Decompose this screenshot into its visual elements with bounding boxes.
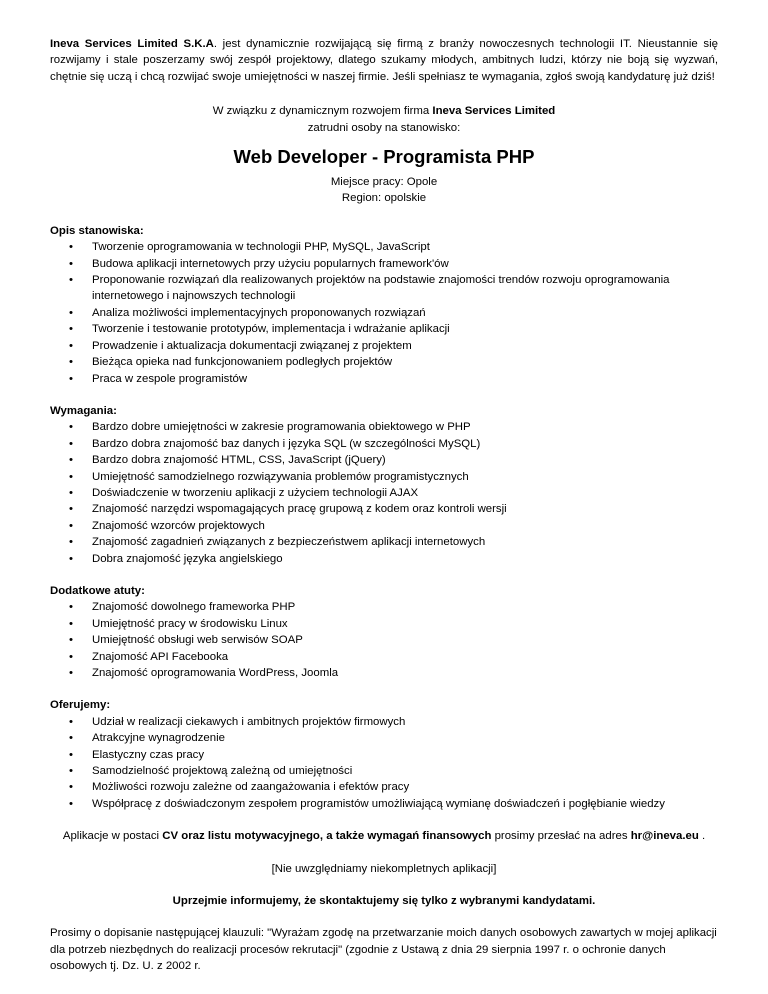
list-item (50, 272, 718, 305)
list-item-text: Znajomość narzędzi wspomagających pracę grupową z kodem oraz kontroli wersji (92, 503, 507, 516)
bullet-icon: • (69, 356, 73, 369)
bullet-icon: • (69, 617, 73, 630)
list-item (50, 436, 718, 452)
list-item (50, 305, 718, 321)
list-item (50, 452, 718, 468)
requirements-list (50, 419, 718, 567)
list-item-text: Tworzenie i testowanie prototypów, implementacja i wdrażanie aplikacji (92, 323, 450, 336)
hiring-line-2: zatrudni osoby na stanowisko: (307, 121, 461, 134)
list-item-text: Praca w zespole programistów (92, 372, 248, 385)
bullet-icon: • (69, 519, 73, 532)
list-item (50, 714, 718, 730)
list-item-text: Proponowanie rozwiązań dla realizowanych projektów na podstawie znajomości trendów rozwoju oprogramowania internetowego i najnowszych technologii (92, 274, 670, 303)
application-email[interactable]: hr@ineva.eu (630, 830, 699, 843)
list-item-text: Udział w realizacji ciekawych i ambitnych projektów firmowych (92, 715, 406, 728)
bullet-icon: • (69, 372, 73, 385)
bullet-icon: • (69, 552, 73, 565)
work-region: Region: opolskie (341, 192, 427, 205)
list-item (50, 501, 718, 517)
list-item-text: Umiejętność obsługi web serwisów SOAP (92, 634, 303, 647)
list-item (50, 599, 718, 615)
list-item (50, 747, 718, 763)
consent-clause: Prosimy o dopisanie następującej klauzuli: "Wyrażam zgodę na przetwarzanie moich danych osobowych zawartych w mojej aplikacji dla potrzeb niezbędnych do realizacji procesów rekrutacji" (zgodnie z Ustawą z dnia 29 sierpnia 1997 r. o ochronie danych osobowych tj. Dz. U. z 2002 r. (50, 927, 717, 973)
application-instructions (50, 828, 718, 844)
contact-note-text: Uprzejmie informujemy, że skontaktujemy się tylko z wybranymi kandydatami. (172, 895, 596, 908)
offer-list (50, 714, 718, 812)
list-item (50, 796, 718, 812)
list-item-text: Prowadzenie i aktualizacja dokumentacji związanej z projektem (92, 339, 412, 352)
list-item (50, 338, 718, 354)
bullet-icon: • (69, 503, 73, 516)
hiring-prefix: W związku z dynamicznym rozwojem firma (212, 105, 433, 118)
list-item-text: Znajomość zagadnień związanych z bezpieczeństwem aplikacji internetowych (92, 536, 486, 549)
bullet-icon: • (69, 323, 73, 336)
bullet-icon: • (69, 454, 73, 467)
bullet-icon: • (69, 437, 73, 450)
bullet-icon: • (69, 306, 73, 319)
list-item (50, 371, 718, 387)
list-item (50, 763, 718, 779)
application-middle: prosimy przesłać na adres (491, 830, 631, 843)
list-item (50, 730, 718, 746)
list-item (50, 534, 718, 550)
hiring-company: Ineva Services Limited (432, 105, 556, 118)
list-item (50, 665, 718, 681)
list-item-text: Znajomość API Facebooka (92, 650, 229, 663)
list-item (50, 256, 718, 272)
list-item-text: Znajomość oprogramowania WordPress, Joomla (92, 667, 339, 679)
bullet-icon: • (69, 241, 73, 254)
bullet-icon: • (69, 748, 73, 761)
list-item-text: Znajomość wzorców projektowych (92, 519, 265, 532)
list-item (50, 632, 718, 648)
section-heading-offer: Oferujemy: (50, 699, 111, 712)
list-item (50, 616, 718, 632)
list-item (50, 649, 718, 665)
bullet-icon: • (69, 667, 73, 679)
list-item-text: Analiza możliwości implementacyjnych proponowanych rozwiązań (92, 306, 426, 319)
bullet-icon: • (69, 486, 73, 499)
application-suffix: . (698, 830, 706, 843)
list-item (50, 419, 718, 435)
list-item-text: Bardzo dobra znajomość HTML, CSS, JavaScript (jQuery) (92, 454, 386, 467)
list-item (50, 239, 718, 255)
contact-note (50, 893, 718, 909)
bullet-icon: • (69, 274, 73, 287)
list-item-text: Elastyczny czas pracy (92, 748, 205, 761)
bullet-icon: • (69, 601, 73, 614)
list-item-text: Bardzo dobra znajomość baz danych i języka SQL (w szczególności MySQL) (92, 437, 481, 450)
application-prefix: Aplikacje w postaci (62, 830, 163, 843)
list-item-text: Bardzo dobre umiejętności w zakresie programowania obiektowego w PHP (92, 421, 471, 434)
list-item-text: Współpracę z doświadczonym zespołem programistów umożliwiającą wymianę doświadczeń i pogłębianie wiedzy (92, 797, 665, 810)
bullet-icon: • (69, 536, 73, 549)
bullet-icon: • (69, 634, 73, 647)
list-item-text: Możliwości rozwoju zależne od zaangażowania i efektów pracy (92, 781, 410, 794)
job-title: Web Developer - Programista PHP (233, 146, 535, 168)
intro-company-name: Ineva Services Limited S.K.A (50, 38, 214, 50)
list-item (50, 779, 718, 795)
intro-text: . jest dynamicznie rozwijającą się firmą z branży nowoczesnych technologii IT. Nieustannie się rozwijamy i stale poszerzamy swój zespół projektowy, dlatego szukamy młodych, ambitnych ludzi, którzy nie boją się wyzwań, chętnie się uczą i chcą rozwijać swoje umiejętności w naszej firmie. Jeśli spełniasz te wymagania, zgłoś swoją kandydaturę już dziś! (50, 38, 718, 83)
list-item-text: Tworzenie oprogramowania w technologii PHP, MySQL, JavaScript (92, 241, 430, 254)
list-item (50, 551, 718, 567)
bullet-icon: • (69, 339, 73, 352)
incomplete-applications-note: [Nie uwzględniamy niekompletnych aplikacji] (271, 862, 497, 875)
list-item (50, 354, 718, 370)
list-item (50, 469, 718, 485)
list-item-text: Doświadczenie w tworzeniu aplikacji z użyciem technologii AJAX (92, 486, 419, 499)
section-heading-extra-assets: Dodatkowe atuty: (50, 584, 145, 597)
list-item-text: Bieżąca opieka nad funkcjonowaniem podległych projektów (92, 356, 393, 369)
list-item-text: Atrakcyjne wynagrodzenie (92, 732, 225, 745)
list-item-text: Budowa aplikacji internetowych przy użyciu popularnych framework'ów (92, 257, 449, 270)
list-item (50, 518, 718, 534)
bullet-icon: • (69, 781, 73, 794)
section-heading-job-description: Opis stanowiska: (50, 224, 144, 237)
bullet-icon: • (69, 257, 73, 270)
bullet-icon: • (69, 732, 73, 745)
bullet-icon: • (69, 470, 73, 483)
bullet-icon: • (69, 765, 73, 778)
bullet-icon: • (69, 650, 73, 663)
bullet-icon: • (69, 797, 73, 810)
application-documents: CV oraz listu motywacyjnego, a także wymagań finansowych (162, 830, 492, 843)
bullet-icon: • (69, 421, 73, 434)
list-item-text: Umiejętność pracy w środowisku Linux (92, 617, 288, 630)
section-heading-requirements: Wymagania: (50, 404, 117, 417)
list-item-text: Znajomość dowolnego frameworka PHP (92, 601, 296, 614)
list-item-text: Umiejętność samodzielnego rozwiązywania problemów programistycznych (92, 470, 469, 483)
bullet-icon: • (69, 715, 73, 728)
intro-paragraph (50, 36, 718, 85)
extra-assets-list (50, 599, 718, 681)
list-item (50, 321, 718, 337)
work-location: Miejsce pracy: Opole (330, 176, 438, 189)
job-description-list (50, 239, 718, 387)
list-item-text: Dobra znajomość języka angielskiego (92, 552, 283, 565)
list-item-text: Samodzielność projektową zależną od umiejętności (92, 765, 353, 778)
list-item (50, 485, 718, 501)
hiring-line-1 (50, 103, 718, 119)
